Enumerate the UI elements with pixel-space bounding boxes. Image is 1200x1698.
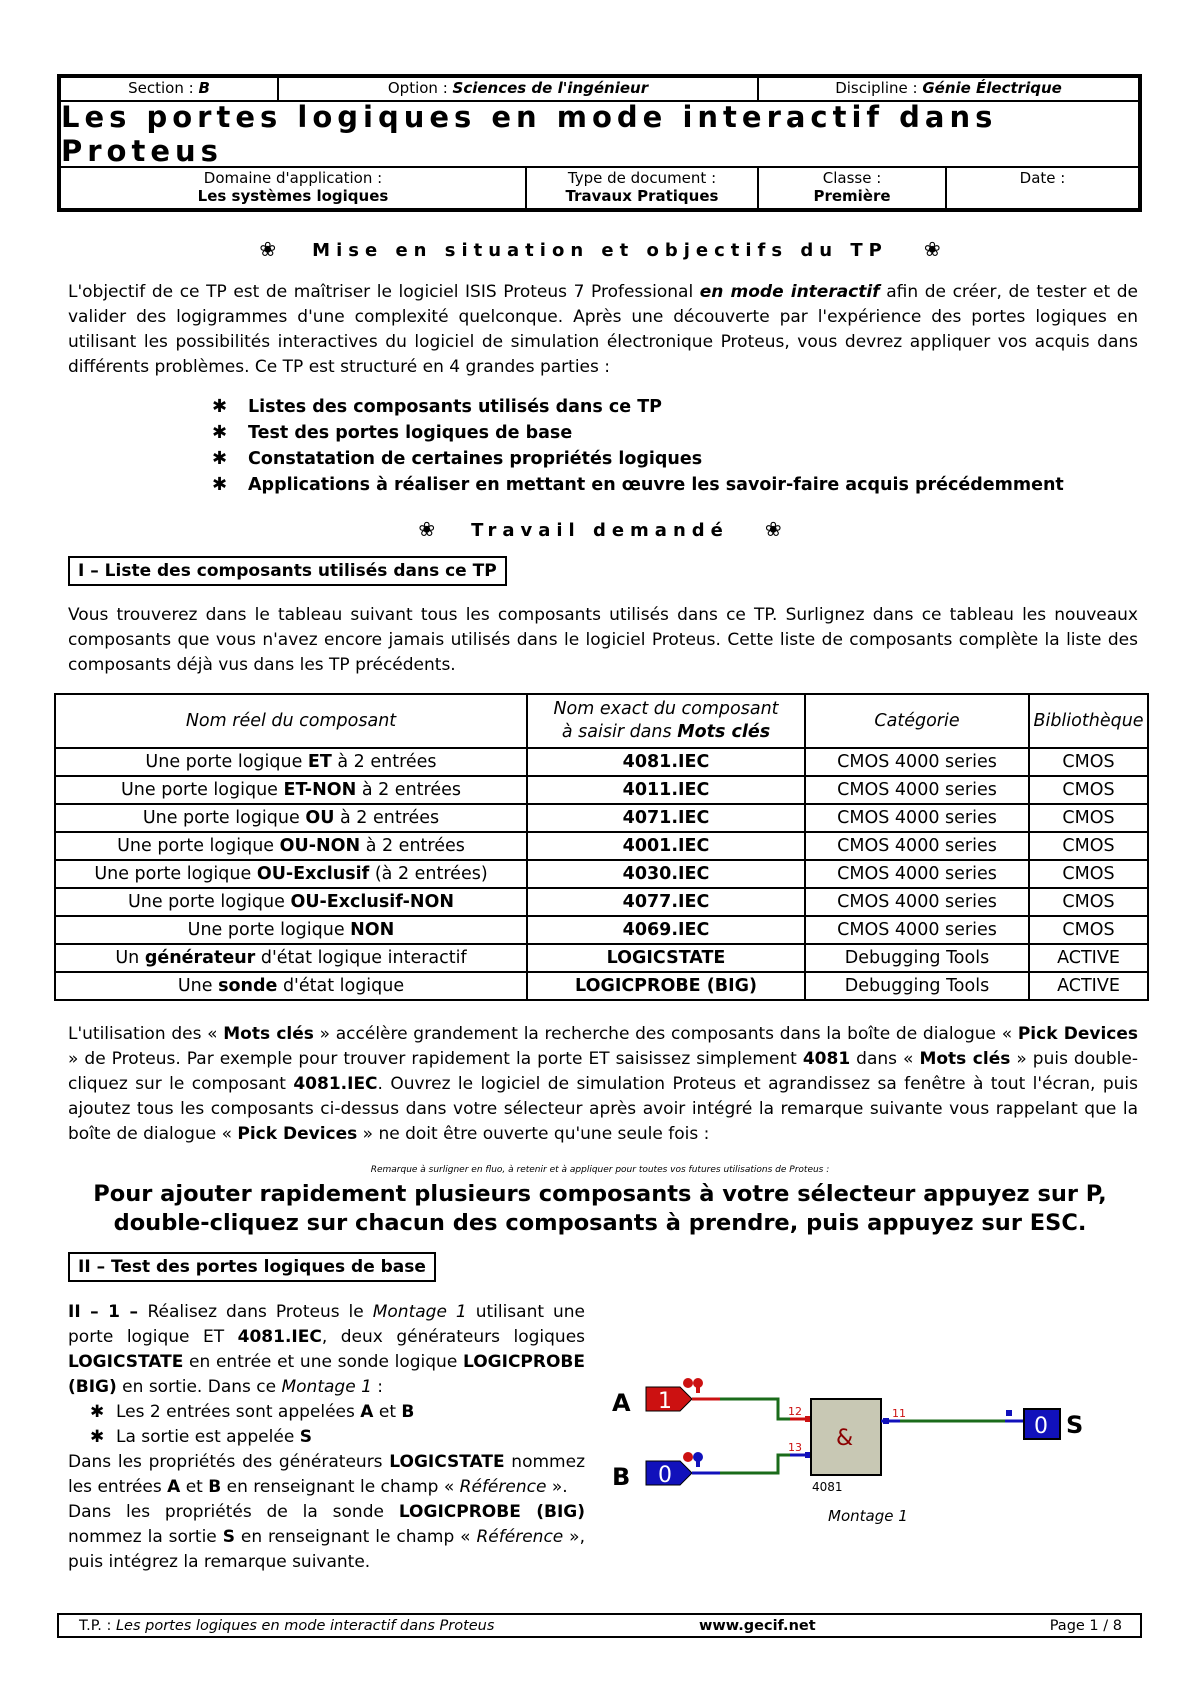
cell-categorie: Debugging Tools [805, 944, 1029, 972]
cell-categorie: CMOS 4000 series [805, 888, 1029, 916]
asterisk-icon: ✱ [212, 396, 228, 417]
remark-highlight: Pour ajouter rapidement plusieurs composants à votre sélecteur appuyez sur P, double-cliquez sur chacun des composants à prendre, puis appuyez sur ESC. [93, 1181, 1107, 1236]
svg-text:11: 11 [892, 1407, 906, 1420]
cell-mots-cles: 4011.IEC [527, 776, 805, 804]
cell-bibliotheque: CMOS [1029, 888, 1148, 916]
asterisk-icon: ✱ [90, 1427, 105, 1447]
components-table [54, 693, 1149, 1001]
cell-nom: Une porte logique OU-Exclusif (à 2 entrées) [55, 860, 527, 888]
montage-caption: Montage 1 [828, 1507, 908, 1525]
page-footer [57, 1613, 1142, 1638]
list-item: ✱ Applications à réaliser en mettant en œuvre les savoir-faire acquis précédemment [212, 474, 1064, 495]
cell-nom: Une porte logique OU-NON à 2 entrées [55, 832, 527, 860]
section-cell: Section : B [61, 78, 279, 100]
table-row [55, 748, 1148, 776]
logicstate-b-value: 0 [658, 1463, 672, 1488]
svg-text:13: 13 [788, 1441, 802, 1454]
ornament-right-icon: ❀ [923, 237, 941, 261]
section-travail-heading: ❀ Travail demandé ❀ [418, 517, 782, 541]
cell-mots-cles: 4030.IEC [527, 860, 805, 888]
cell-bibliotheque: CMOS [1029, 860, 1148, 888]
table-row [55, 888, 1148, 916]
date-cell: Date : [1019, 169, 1066, 187]
table-row [55, 832, 1148, 860]
cell-nom: Une porte logique OU-Exclusif-NON [55, 888, 527, 916]
table-row [55, 916, 1148, 944]
part1-heading: I – Liste des composants utilisés dans ce TP [68, 556, 507, 586]
cell-mots-cles: LOGICSTATE [527, 944, 805, 972]
remark-note: Remarque à surligner en fluo, à retenir et à appliquer pour toutes vos futures utilisations de Proteus : [370, 1165, 830, 1175]
col-header-nom: Nom réel du composant [55, 694, 527, 748]
cell-categorie: CMOS 4000 series [805, 860, 1029, 888]
table-row [55, 944, 1148, 972]
ornament-left-icon: ❀ [259, 237, 277, 261]
cell-categorie: CMOS 4000 series [805, 776, 1029, 804]
cell-nom: Une porte logique ET à 2 entrées [55, 748, 527, 776]
col-header-bibliotheque: Bibliothèque [1029, 694, 1148, 748]
logicstate-a-value: 1 [658, 1389, 672, 1414]
mots-cles-paragraph: L'utilisation des « Mots clés » accélère grandement la recherche des composants dans la boîte de dialogue « Pick Devices » de Proteus. Par exemple pour trouver rapidement la porte ET saisissez simplement 4081 dans « Mots clés » puis double-cliquez sur le composant 4081.IEC. Ouvrez le logiciel de simulation Proteus et agrandissez sa fenêtre à tout l'écran, puis ajoutez tous les composants ci-dessus dans votre sélecteur après avoir intégré la remarque suivante vous rappelant que la boîte de dialogue « Pick Devices » ne doit être ouverte qu'une seule fois : [68, 1024, 1139, 1144]
objectifs-paragraph: L'objectif de ce TP est de maîtriser le logiciel ISIS Proteus 7 Professional en mode interactif afin de créer, de tester et de valider des logigrammes d'une complexité quelconque. Après une découverte par l'expérience des portes logiques en utilisant les possibilités interactives du logiciel de simulation électronique Proteus, vous devrez appliquer vos acquis dans différents problèmes. Ce TP est structuré en 4 grandes parties : [68, 282, 1138, 377]
list-item: ✱ Test des portes logiques de base [212, 422, 573, 443]
col-header-categorie: Catégorie [805, 694, 1029, 748]
cell-mots-cles: 4077.IEC [527, 888, 805, 916]
cell-categorie: CMOS 4000 series [805, 832, 1029, 860]
cell-mots-cles: LOGICPROBE (BIG) [527, 972, 805, 1000]
cell-nom: Une porte logique ET-NON à 2 entrées [55, 776, 527, 804]
instruction-line: Dans les propriétés de la sonde LOGICPROBE (BIG) nommez la sortie S en renseignant le champ « Référence », puis intégrez la remarque suivante. [68, 1502, 585, 1572]
cell-mots-cles: 4071.IEC [527, 804, 805, 832]
domaine-cell: Domaine d'application : Les systèmes logiques [61, 168, 527, 208]
instruction-line: Dans les propriétés des générateurs LOGICSTATE nommez les entrées A et B en renseignant le champ « Référence ». [68, 1452, 585, 1497]
cell-categorie: Debugging Tools [805, 972, 1029, 1000]
classe-cell: Classe : Première [759, 168, 947, 208]
cell-bibliotheque: CMOS [1029, 916, 1148, 944]
cell-bibliotheque: CMOS [1029, 804, 1148, 832]
footer-page-number: Page 1 / 8 [1049, 1617, 1122, 1634]
list-item: ✱ La sortie est appelée S [68, 1425, 585, 1450]
part1-intro: Vous trouverez dans le tableau suivant tous les composants utilisés dans ce TP. Surlignez dans ce tableau les nouveaux composants que vous n'avez encore jamais utilisés dans le logiciel Proteus. Cette liste de composants complète la liste des composants déjà vus dans les TP précédents. [68, 605, 1138, 675]
output-s-label: S [1066, 1411, 1084, 1439]
discipline-cell: Discipline : Génie Électrique [835, 79, 1062, 97]
table-row [55, 972, 1148, 1000]
cell-mots-cles: 4069.IEC [527, 916, 805, 944]
logicprobe-s-value: 0 [1034, 1414, 1048, 1439]
asterisk-icon: ✱ [90, 1402, 105, 1422]
list-item: ✱ Constatation de certaines propriétés logiques [212, 448, 703, 469]
svg-text:12: 12 [788, 1405, 802, 1418]
table-header-row [55, 694, 1148, 748]
input-a-label: A [612, 1389, 631, 1417]
cell-bibliotheque: CMOS [1029, 748, 1148, 776]
instruction-line: II – 1 – Réalisez dans Proteus le Montage 1 utilisant une porte logique ET 4081.IEC, deux générateurs logiques LOGICSTATE en entrée et une sonde logique LOGICPROBE (BIG) en sortie. Dans ce Montage 1 : [68, 1302, 586, 1397]
cell-mots-cles: 4001.IEC [527, 832, 805, 860]
cell-nom: Une sonde d'état logique [55, 972, 527, 1000]
asterisk-icon: ✱ [212, 474, 228, 495]
cell-nom: Un générateur d'état logique interactif [55, 944, 527, 972]
cell-nom: Une porte logique OU à 2 entrées [55, 804, 527, 832]
cell-categorie: CMOS 4000 series [805, 916, 1029, 944]
part2-heading: II – Test des portes logiques de base [68, 1252, 436, 1282]
footer-url[interactable]: www.gecif.net [699, 1617, 816, 1634]
input-b-label: B [612, 1463, 631, 1491]
cell-categorie: CMOS 4000 series [805, 748, 1029, 776]
cell-nom: Une porte logique NON [55, 916, 527, 944]
cell-mots-cles: 4081.IEC [527, 748, 805, 776]
montage-1-schematic [600, 1365, 1140, 1525]
and-gate-symbol: & [836, 1426, 854, 1451]
asterisk-icon: ✱ [212, 448, 228, 469]
cell-categorie: CMOS 4000 series [805, 804, 1029, 832]
part2-instructions [68, 1300, 585, 1575]
footer-title: T.P. : Les portes logiques en mode interactif dans Proteus [79, 1617, 495, 1634]
header-box [57, 74, 1142, 212]
type-cell: Type de document : Travaux Pratiques [527, 168, 759, 208]
table-row [55, 860, 1148, 888]
list-item: ✱ Les 2 entrées sont appelées A et B [68, 1400, 585, 1425]
table-row [55, 804, 1148, 832]
table-row [55, 776, 1148, 804]
section-objectifs-heading: ❀ Mise en situation et objectifs du TP ❀ [259, 237, 941, 261]
document-title: Les portes logiques en mode interactif dans Proteus [61, 100, 998, 168]
ornament-left-icon: ❀ [418, 517, 436, 541]
asterisk-icon: ✱ [212, 422, 228, 443]
gate-reference: 4081 [812, 1480, 843, 1494]
col-header-mots-cles: Nom exact du composant à saisir dans Mots clés [527, 694, 805, 748]
ornament-right-icon: ❀ [764, 517, 782, 541]
list-item: ✱ Listes des composants utilisés dans ce TP [212, 396, 662, 417]
cell-bibliotheque: CMOS [1029, 832, 1148, 860]
cell-bibliotheque: CMOS [1029, 776, 1148, 804]
cell-bibliotheque: ACTIVE [1029, 972, 1148, 1000]
option-cell: Option : Sciences de l'ingénieur [279, 78, 759, 100]
objectifs-bullets [212, 394, 1064, 498]
cell-bibliotheque: ACTIVE [1029, 944, 1148, 972]
